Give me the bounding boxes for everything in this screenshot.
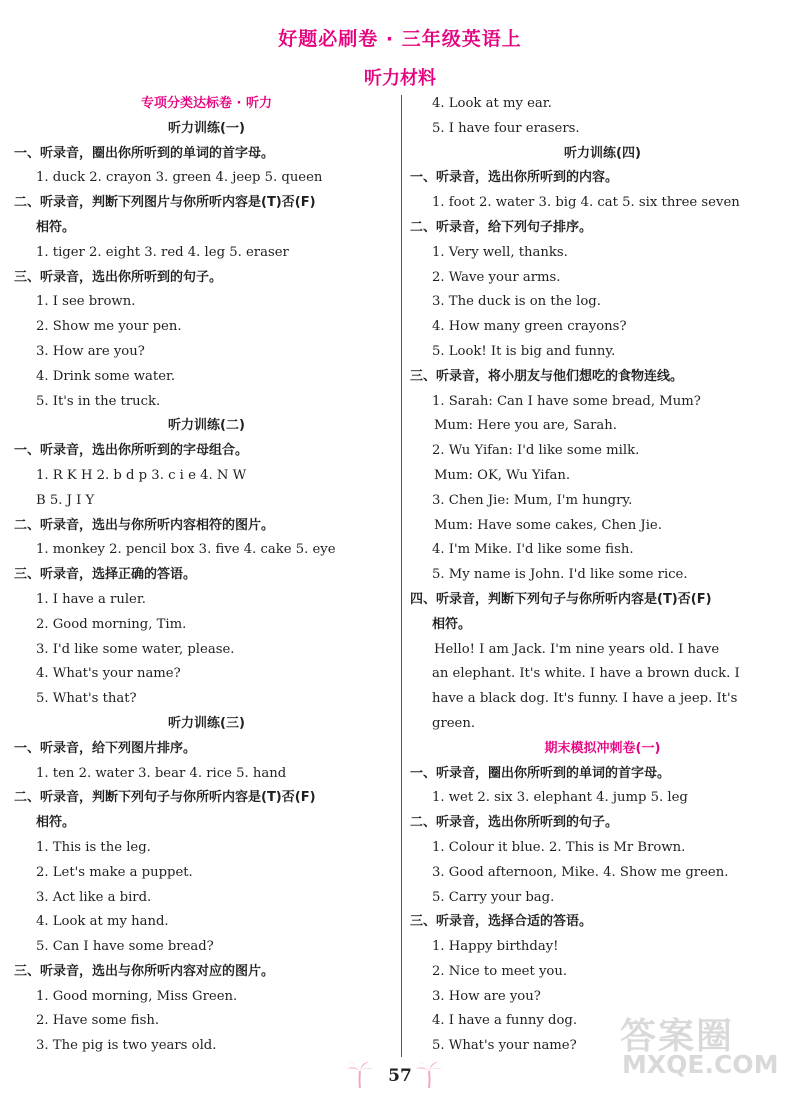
- text-line: 相符。: [432, 616, 472, 632]
- right-column: [410, 92, 795, 1059]
- text-line: 3. Chen Jie: Mum, I'm hungry.: [432, 492, 633, 508]
- column-divider: [401, 95, 402, 1057]
- text-line: 1. tiger 2. eight 3. red 4. leg 5. eraser: [36, 244, 289, 260]
- text-line: 4. Look at my ear.: [432, 96, 552, 111]
- text-line: 4. Drink some water.: [36, 368, 176, 384]
- watermark-logo-text: 答案圈: [620, 1016, 735, 1057]
- text-line: 2. Good morning, Tim.: [36, 616, 187, 632]
- text-line: 3. How are you?: [432, 988, 541, 1004]
- text-line: 3. The pig is two years old.: [36, 1038, 217, 1054]
- left-column: [14, 92, 399, 1059]
- page-subtitle: 听力材料: [364, 68, 436, 89]
- text-line: 3. I'd like some water, please.: [36, 641, 235, 657]
- text-line: 1. Good morning, Miss Green.: [36, 988, 238, 1004]
- text-line: 4. How many green crayons?: [432, 319, 627, 335]
- page-number: 57: [388, 1066, 412, 1086]
- text-line: 5. Look! It is big and funny.: [432, 343, 616, 359]
- text-line: 1. monkey 2. pencil box 3. five 4. cake 5. eye: [36, 542, 336, 558]
- text-line: 3. Act like a bird.: [36, 889, 152, 905]
- text-line: 2. Wave your arms.: [432, 269, 561, 285]
- text-line: 听力训练(三): [168, 715, 245, 731]
- text-line: 一、听录音，选出你所听到的内容。: [410, 170, 619, 186]
- text-line: 1. ten 2. water 3. bear 4. rice 5. hand: [36, 765, 287, 781]
- text-line: 三、听录音，选出你所听到的句子。: [14, 269, 223, 285]
- watermark-url: MXQE.COM: [622, 1050, 779, 1079]
- text-line: have a black dog. It's funny. I have a jeep. It's: [432, 691, 738, 707]
- text-line: 2. Wu Yifan: I'd like some milk.: [432, 443, 640, 459]
- text-line: 相符。: [36, 219, 76, 235]
- text-line: 一、听录音，给下列图片排序。: [14, 740, 197, 756]
- text-line: 2. Nice to meet you.: [432, 963, 568, 979]
- text-line: 听力训练(二): [168, 418, 245, 434]
- text-line: B 5. J I Y: [36, 492, 95, 508]
- text-line: 三、听录音，将小朋友与他们想吃的食物连线。: [410, 368, 684, 384]
- text-line: Mum: Here you are, Sarah.: [434, 418, 617, 434]
- text-line: 4. What's your name?: [36, 666, 181, 682]
- text-line: 三、听录音，选出与你所听内容对应的图片。: [14, 963, 275, 979]
- text-line: 3. Good afternoon, Mike. 4. Show me green.: [432, 864, 729, 880]
- text-line: 5. It's in the truck.: [36, 393, 161, 409]
- text-line: 一、听录音，圈出你所听到的单词的首字母。: [410, 765, 671, 781]
- text-line: 三、听录音，选择正确的答语。: [14, 567, 197, 583]
- text-line: 3. How are you?: [36, 343, 145, 359]
- text-line: 专项分类达标卷 · 听力: [141, 96, 272, 111]
- text-line: 5. I have four erasers.: [432, 120, 580, 136]
- text-line: green.: [432, 715, 476, 731]
- text-line: 1. R K H 2. b d p 3. c i e 4. N W: [36, 467, 247, 483]
- text-line: 1. wet 2. six 3. elephant 4. jump 5. leg: [432, 790, 688, 806]
- text-line: 5. What's your name?: [432, 1038, 577, 1054]
- text-line: 听力训练(四): [564, 145, 641, 161]
- text-line: Hello! I am Jack. I'm nine years old. I have: [434, 641, 720, 657]
- text-line: 1. Colour it blue. 2. This is Mr Brown.: [432, 839, 686, 855]
- text-line: 二、听录音，给下列句子排序。: [410, 219, 593, 235]
- text-line: 1. Very well, thanks.: [432, 244, 568, 260]
- text-line: 听力训练(一): [168, 120, 245, 136]
- text-line: 1. duck 2. crayon 3. green 4. jeep 5. queen: [36, 170, 323, 186]
- text-line: 三、听录音，选择合适的答语。: [410, 914, 593, 930]
- text-line: 1. I have a ruler.: [36, 591, 146, 607]
- text-line: 5. Carry your bag.: [432, 889, 555, 905]
- text-line: 5. What's that?: [36, 691, 137, 707]
- text-line: 一、听录音，选出你所听到的字母组合。: [14, 443, 249, 459]
- text-line: 4. Look at my hand.: [36, 914, 169, 930]
- text-line: an elephant. It's white. I have a brown duck. I: [432, 666, 740, 682]
- text-line: 1. Happy birthday!: [432, 939, 559, 955]
- text-line: 二、听录音，选出你所听到的句子。: [410, 815, 619, 831]
- text-line: Mum: Have some cakes, Chen Jie.: [434, 517, 662, 533]
- text-line: 一、听录音，圈出你所听到的单词的首字母。: [14, 145, 275, 161]
- text-line: 1. I see brown.: [36, 294, 136, 310]
- text-line: 5. My name is John. I'd like some rice.: [432, 567, 688, 583]
- text-line: 2. Show me your pen.: [36, 319, 182, 335]
- text-line: 4. I'm Mike. I'd like some fish.: [432, 542, 634, 558]
- text-line: 二、听录音，判断下列图片与你所听内容是(T)否(F): [14, 195, 316, 211]
- text-line: 四、听录音，判断下列句子与你所听内容是(T)否(F): [410, 591, 712, 607]
- page-header-title: 好题必刷卷 · 三年级英语上: [278, 28, 522, 50]
- text-line: 相符。: [36, 815, 76, 831]
- text-line: 1. This is the leg.: [36, 839, 151, 855]
- text-line: 1. Sarah: Can I have some bread, Mum?: [432, 393, 701, 409]
- text-line: 4. I have a funny dog.: [432, 1013, 578, 1029]
- text-line: Mum: OK, Wu Yifan.: [434, 467, 571, 483]
- text-line: 二、听录音，选出与你所听内容相符的图片。: [14, 517, 275, 533]
- text-line: 5. Can I have some bread?: [36, 939, 214, 955]
- text-line: 1. foot 2. water 3. big 4. cat 5. six three seven: [432, 195, 740, 211]
- palm-tree-icon: [414, 1060, 444, 1090]
- text-line: 3. The duck is on the log.: [432, 294, 601, 310]
- text-line: 期末模拟冲刺卷(一): [544, 740, 661, 756]
- text-line: 2. Have some fish.: [36, 1013, 160, 1029]
- text-line: 二、听录音，判断下列句子与你所听内容是(T)否(F): [14, 790, 316, 806]
- text-line: 2. Let's make a puppet.: [36, 864, 193, 880]
